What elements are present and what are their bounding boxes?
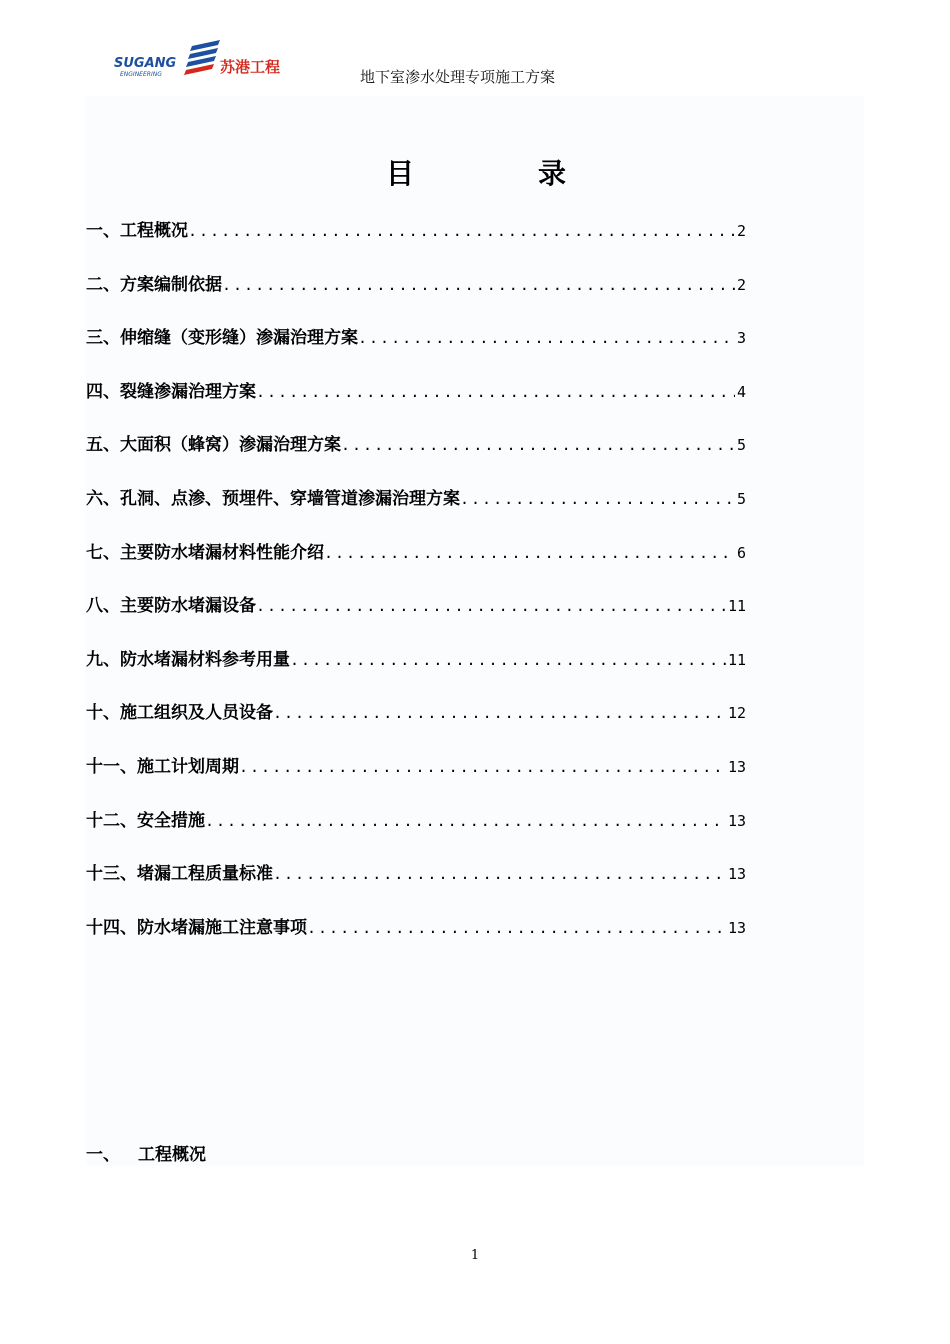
toc-entry-page: 11	[727, 597, 746, 616]
section-number: 一、	[86, 1145, 120, 1165]
section-heading	[86, 1140, 206, 1165]
toc-entry-label: 十一、施工计划周期	[86, 757, 239, 777]
toc-entry[interactable]	[86, 216, 746, 242]
toc-entry-page: 11	[727, 650, 746, 669]
toc-entry-label: 八、主要防水堵漏设备	[86, 596, 256, 617]
logo-latin-text: SUGANG	[114, 56, 177, 71]
toc-entry[interactable]	[86, 859, 746, 885]
sugang-logo-icon	[112, 40, 287, 80]
toc-entry-page: 13	[727, 918, 746, 937]
toc-entry-label: 三、伸缩缝（变形缝）渗漏治理方案	[86, 328, 358, 349]
toc-leader-dots	[341, 436, 735, 454]
toc-entry[interactable]	[86, 591, 746, 617]
page-number: 1	[470, 1248, 480, 1263]
toc-entry-page: 13	[727, 758, 746, 776]
company-logo	[112, 40, 287, 80]
toc-entry-label: 九、防水堵漏材料参考用量	[86, 649, 290, 670]
toc-leader-dots	[273, 704, 726, 722]
toc-entry[interactable]	[86, 323, 746, 349]
toc-title-char-right: 录	[537, 157, 566, 190]
toc-entry-label: 四、裂缝渗漏治理方案	[86, 381, 256, 402]
toc-entry-label: 七、主要防水堵漏材料性能介绍	[86, 542, 324, 563]
toc-leader-dots	[256, 383, 735, 401]
toc-leader-dots	[205, 812, 726, 830]
toc-entry-label: 二、方案编制依据	[86, 274, 222, 295]
toc-entry[interactable]	[86, 913, 746, 939]
toc-entry-page: 4	[736, 382, 746, 401]
toc-leader-dots	[460, 490, 735, 508]
toc-entry-label: 十三、堵漏工程质量标准	[86, 864, 273, 885]
toc-leader-dots	[273, 865, 726, 883]
toc-title-char-left: 目	[386, 157, 415, 190]
toc-entry[interactable]	[86, 806, 746, 832]
toc-entry-label: 五、大面积（蜂窝）渗漏治理方案	[86, 435, 341, 456]
toc-entry[interactable]	[86, 645, 746, 671]
toc-leader-dots	[324, 544, 735, 562]
toc-leader-dots	[222, 276, 735, 294]
toc-entry-page: 2	[736, 275, 746, 294]
toc-entry-page: 6	[736, 543, 746, 562]
toc-entry-label: 十、施工组织及人员设备	[86, 703, 273, 724]
toc-leader-dots	[256, 597, 726, 615]
toc-entry[interactable]	[86, 538, 746, 564]
page-header	[0, 0, 950, 96]
toc-entry-page: 13	[727, 811, 746, 830]
toc-entry[interactable]	[86, 430, 746, 456]
section-title: 工程概况	[138, 1145, 206, 1165]
toc-entry-page: 13	[727, 865, 746, 884]
document-body	[86, 96, 864, 1166]
toc-leader-dots	[307, 919, 726, 937]
toc-entry[interactable]	[86, 698, 746, 724]
toc-entry[interactable]	[86, 270, 746, 296]
logo-wave-mark-icon	[184, 40, 220, 75]
toc-entry-page: 12	[727, 704, 746, 723]
toc-entry[interactable]	[86, 377, 746, 403]
toc-entry-page: 2	[736, 222, 746, 240]
toc-entry-label: 六、孔洞、点渗、预埋件、穿墙管道渗漏治理方案	[86, 489, 460, 509]
toc-entry-label: 十四、防水堵漏施工注意事项	[86, 917, 307, 938]
toc-entry-label: 一、工程概况	[86, 221, 188, 241]
toc-entry-label: 十二、安全措施	[86, 810, 205, 831]
document-header-title: 地下室渗水处理专项施工方案	[360, 68, 556, 86]
toc-entry[interactable]	[86, 484, 746, 510]
toc-leader-dots	[188, 222, 735, 240]
toc-leader-dots	[358, 329, 735, 347]
toc-entry-page: 3	[736, 329, 746, 348]
toc-entry[interactable]	[86, 752, 746, 778]
toc-leader-dots	[239, 758, 726, 776]
logo-latin-subtext: ENGINEERING	[120, 71, 162, 78]
toc-entry-page: 5	[736, 436, 746, 455]
logo-chinese-text: 苏港工程	[220, 58, 281, 76]
toc-title	[386, 152, 566, 192]
toc-leader-dots	[290, 651, 726, 669]
toc-entry-page: 5	[736, 490, 746, 508]
